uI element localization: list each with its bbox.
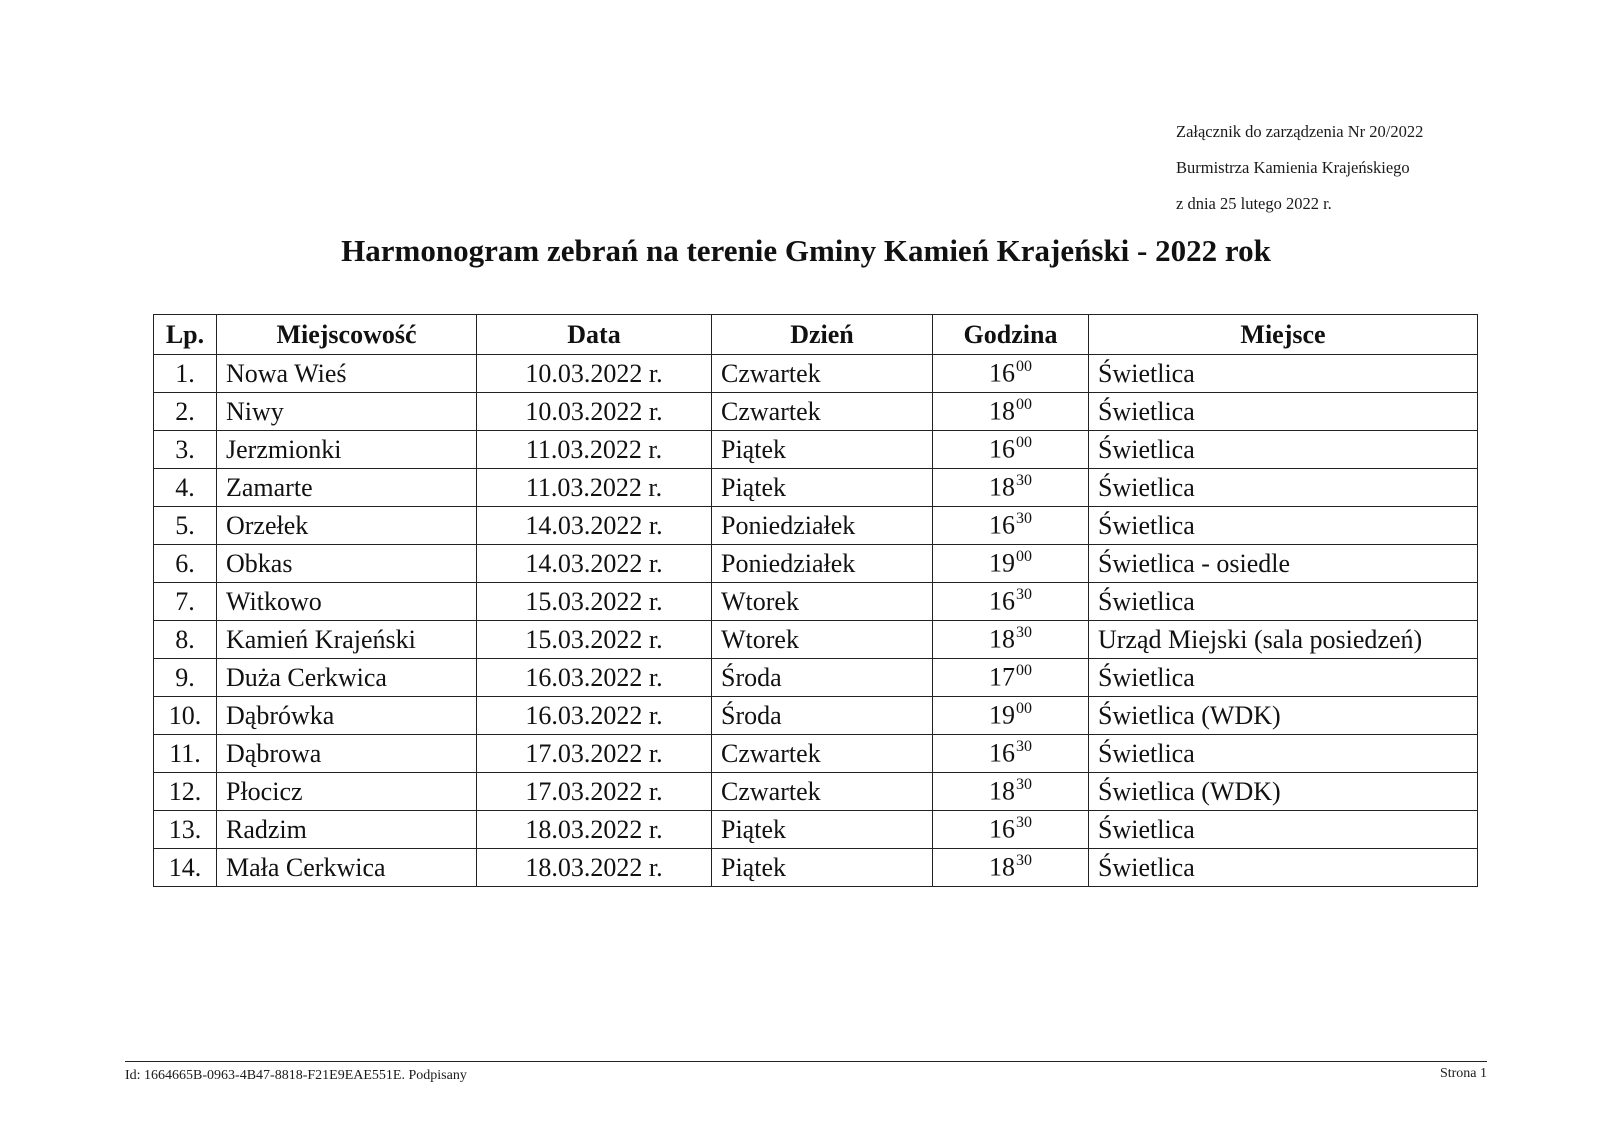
cell-place: Dąbrowa	[217, 735, 477, 773]
meeting-schedule-table	[153, 314, 1478, 887]
cell-venue: Świetlica	[1089, 507, 1478, 545]
hour-value: 18	[989, 776, 1015, 806]
annex-line-3: z dnia 25 lutego 2022 r.	[1176, 194, 1332, 213]
cell-place: Obkas	[217, 545, 477, 583]
cell-date: 18.03.2022 r.	[477, 849, 712, 887]
cell-hour	[933, 773, 1089, 811]
table-row	[154, 697, 1478, 735]
cell-date: 14.03.2022 r.	[477, 545, 712, 583]
cell-lp: 10.	[154, 697, 217, 735]
cell-lp: 3.	[154, 431, 217, 469]
cell-place: Niwy	[217, 393, 477, 431]
cell-lp: 14.	[154, 849, 217, 887]
table-row	[154, 849, 1478, 887]
cell-date: 15.03.2022 r.	[477, 583, 712, 621]
cell-place: Płocicz	[217, 773, 477, 811]
cell-date: 15.03.2022 r.	[477, 621, 712, 659]
header-date: Data	[477, 315, 712, 355]
cell-day: Czwartek	[712, 735, 933, 773]
hour-value: 18	[989, 396, 1015, 426]
table-row	[154, 469, 1478, 507]
hour-value: 18	[989, 852, 1015, 882]
minutes-superscript: 30	[1016, 852, 1032, 870]
minutes-superscript: 00	[1016, 548, 1032, 566]
minutes-superscript: 00	[1016, 662, 1032, 680]
cell-hour	[933, 849, 1089, 887]
cell-date: 18.03.2022 r.	[477, 811, 712, 849]
table-row	[154, 621, 1478, 659]
cell-venue: Świetlica	[1089, 659, 1478, 697]
minutes-superscript: 30	[1016, 586, 1032, 604]
cell-hour	[933, 431, 1089, 469]
cell-place: Kamień Krajeński	[217, 621, 477, 659]
cell-lp: 4.	[154, 469, 217, 507]
hour-value: 16	[989, 738, 1015, 768]
cell-place: Radzim	[217, 811, 477, 849]
cell-lp: 7.	[154, 583, 217, 621]
minutes-superscript: 30	[1016, 776, 1032, 794]
cell-lp: 11.	[154, 735, 217, 773]
minutes-superscript: 30	[1016, 510, 1032, 528]
cell-day: Środa	[712, 697, 933, 735]
minutes-superscript: 30	[1016, 814, 1032, 832]
cell-hour	[933, 735, 1089, 773]
cell-date: 10.03.2022 r.	[477, 393, 712, 431]
cell-date: 16.03.2022 r.	[477, 697, 712, 735]
hour-value: 16	[989, 358, 1015, 388]
hour-value: 19	[989, 700, 1015, 730]
cell-lp: 6.	[154, 545, 217, 583]
cell-venue: Świetlica	[1089, 355, 1478, 393]
page-number: Strona 1	[1439, 1066, 1487, 1081]
minutes-superscript: 00	[1016, 358, 1032, 376]
cell-hour	[933, 659, 1089, 697]
minutes-superscript: 30	[1016, 624, 1032, 642]
cell-place: Duża Cerkwica	[217, 659, 477, 697]
header-place: Miejscowość	[217, 315, 477, 355]
cell-hour	[933, 583, 1089, 621]
minutes-superscript: 00	[1016, 396, 1032, 414]
table-row	[154, 393, 1478, 431]
cell-date: 11.03.2022 r.	[477, 469, 712, 507]
cell-lp: 8.	[154, 621, 217, 659]
cell-lp: 13.	[154, 811, 217, 849]
table-row	[154, 355, 1478, 393]
minutes-superscript: 00	[1016, 434, 1032, 452]
cell-venue: Świetlica	[1089, 811, 1478, 849]
cell-venue: Świetlica - osiedle	[1089, 545, 1478, 583]
minutes-superscript: 30	[1016, 472, 1032, 490]
cell-lp: 2.	[154, 393, 217, 431]
hour-value: 18	[989, 472, 1015, 502]
hour-value: 16	[989, 510, 1015, 540]
annex-line-1: Załącznik do zarządzenia Nr 20/2022	[1176, 122, 1424, 141]
table-row	[154, 545, 1478, 583]
cell-date: 10.03.2022 r.	[477, 355, 712, 393]
cell-lp: 5.	[154, 507, 217, 545]
document-title: Harmonogram zebrań na terenie Gminy Kamień Krajeński - 2022 rok	[341, 233, 1271, 268]
hour-value: 16	[989, 586, 1015, 616]
cell-hour	[933, 697, 1089, 735]
cell-hour	[933, 393, 1089, 431]
cell-hour	[933, 469, 1089, 507]
cell-date: 17.03.2022 r.	[477, 735, 712, 773]
cell-day: Piątek	[712, 469, 933, 507]
cell-place: Zamarte	[217, 469, 477, 507]
cell-day: Środa	[712, 659, 933, 697]
table-row	[154, 659, 1478, 697]
header-lp: Lp.	[154, 315, 217, 355]
minutes-superscript: 00	[1016, 700, 1032, 718]
table-row	[154, 431, 1478, 469]
table-header-row	[154, 315, 1478, 355]
cell-lp: 12.	[154, 773, 217, 811]
table-row	[154, 811, 1478, 849]
hour-value: 16	[989, 434, 1015, 464]
table-row	[154, 583, 1478, 621]
cell-day: Czwartek	[712, 773, 933, 811]
hour-value: 17	[989, 662, 1015, 692]
cell-day: Piątek	[712, 431, 933, 469]
cell-day: Poniedziałek	[712, 507, 933, 545]
cell-hour	[933, 507, 1089, 545]
cell-day: Poniedziałek	[712, 545, 933, 583]
cell-date: 17.03.2022 r.	[477, 773, 712, 811]
cell-lp: 9.	[154, 659, 217, 697]
cell-day: Wtorek	[712, 583, 933, 621]
cell-place: Jerzmionki	[217, 431, 477, 469]
annex-note	[1176, 114, 1423, 222]
table-row	[154, 507, 1478, 545]
cell-venue: Świetlica	[1089, 583, 1478, 621]
cell-venue: Świetlica	[1089, 431, 1478, 469]
annex-line-2: Burmistrza Kamienia Krajeńskiego	[1176, 158, 1410, 177]
cell-day: Czwartek	[712, 355, 933, 393]
cell-lp: 1.	[154, 355, 217, 393]
cell-date: 11.03.2022 r.	[477, 431, 712, 469]
cell-venue: Świetlica	[1089, 849, 1478, 887]
document-id: Id: 1664665B-0963-4B47-8818-F21E9EAE551E. Podpisany	[125, 1068, 467, 1083]
cell-venue: Świetlica (WDK)	[1089, 697, 1478, 735]
cell-venue: Urząd Miejski (sala posiedzeń)	[1089, 621, 1478, 659]
cell-venue: Świetlica (WDK)	[1089, 773, 1478, 811]
hour-value: 16	[989, 814, 1015, 844]
cell-place: Orzełek	[217, 507, 477, 545]
cell-date: 14.03.2022 r.	[477, 507, 712, 545]
minutes-superscript: 30	[1016, 738, 1032, 756]
cell-place: Witkowo	[217, 583, 477, 621]
table-body	[154, 355, 1478, 887]
cell-place: Mała Cerkwica	[217, 849, 477, 887]
cell-hour	[933, 355, 1089, 393]
header-hour: Godzina	[933, 315, 1089, 355]
cell-day: Wtorek	[712, 621, 933, 659]
cell-place: Dąbrówka	[217, 697, 477, 735]
footer-divider	[125, 1061, 1487, 1062]
header-day: Dzień	[712, 315, 933, 355]
cell-hour	[933, 811, 1089, 849]
cell-day: Czwartek	[712, 393, 933, 431]
hour-value: 18	[989, 624, 1015, 654]
cell-date: 16.03.2022 r.	[477, 659, 712, 697]
table-row	[154, 773, 1478, 811]
cell-venue: Świetlica	[1089, 393, 1478, 431]
table-row	[154, 735, 1478, 773]
header-venue: Miejsce	[1089, 315, 1478, 355]
cell-hour	[933, 621, 1089, 659]
cell-hour	[933, 545, 1089, 583]
cell-place: Nowa Wieś	[217, 355, 477, 393]
hour-value: 19	[989, 548, 1015, 578]
cell-venue: Świetlica	[1089, 735, 1478, 773]
cell-venue: Świetlica	[1089, 469, 1478, 507]
cell-day: Piątek	[712, 811, 933, 849]
cell-day: Piątek	[712, 849, 933, 887]
